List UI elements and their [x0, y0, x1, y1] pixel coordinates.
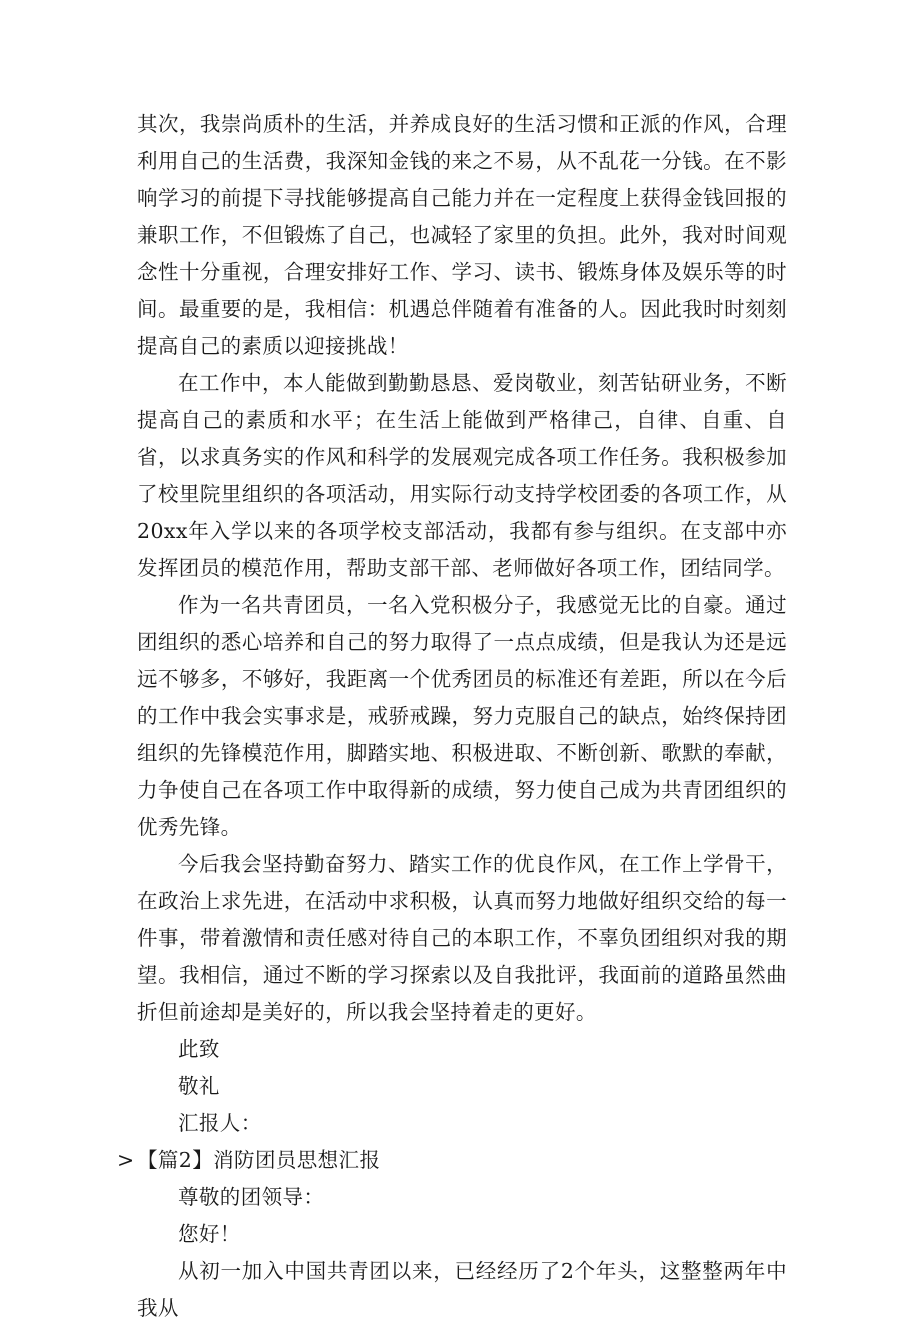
letter-salutation: 尊敬的团领导：	[178, 1185, 325, 1209]
paragraph-lifestyle: 其次，我崇尚质朴的生活，并养成良好的生活习惯和正派的作风，合理利用自己的生活费，我深知金钱的来之不易，从不乱花一分钱。在不影响学习的前提下寻找能够提高自己能力并在一定程度上获得金钱回报的兼职工作，不但锻炼了自己，也减轻了家里的负担。此外，我对时间观念性十分重视，合理安排好工作、学习、读书、锻炼身体及娱乐等的时间。最重要的是，我相信：机遇总伴随着有准备的人。因此我时时刻刻提高自己的素质以迎接挑战！	[137, 112, 787, 358]
document-page	[117, 106, 787, 1327]
paragraph-future: 今后我会坚持勤奋努力、踏实工作的优良作风，在工作上学骨干，在政治上求先进，在活动中求积极，认真而努力地做好组织交给的每一件事，带着激情和责任感对待自己的本职工作，不辜负团组织对我的期望。我相信，通过不断的学习探索以及自我批评，我面前的道路虽然曲折但前途却是美好的，所以我会坚持着走的更好。	[137, 852, 787, 1024]
chevron-right-icon: >	[117, 1148, 135, 1172]
paragraph-work: 在工作中，本人能做到勤勤恳恳、爱岗敬业，刻苦钻研业务，不断提高自己的素质和水平；在生活上能做到严格律己，自律、自重、自省，以求真务实的作风和科学的发展观完成各项工作任务。我积极参加了校里院里组织的各项活动，用实际行动支持学校团委的各项工作，从20xx年入学以来的各项学校支部活动，我都有参与组织。在支部中亦发挥团员的模范作用，帮助支部干部、老师做好各项工作，团结同学。	[137, 371, 787, 580]
letter-greeting: 您好！	[178, 1222, 241, 1246]
section-heading	[117, 1142, 787, 1179]
paragraph-league-member: 作为一名共青团员，一名入党积极分子，我感觉无比的自豪。通过团组织的悉心培养和自己的努力取得了一点点成绩，但是我认为还是远远不够多，不够好，我距离一个优秀团员的标准还有差距，所以在今后的工作中我会实事求是，戒骄戒躁，努力克服自己的缺点，始终保持团组织的先锋模范作用，脚踏实地、积极进取、不断创新、歌默的奉献，力争使自己在各项工作中取得新的成绩，努力使自己成为共青团组织的优秀先锋。	[137, 593, 787, 839]
closing-line-2: 敬礼	[178, 1074, 220, 1098]
reporter-line: 汇报人：	[178, 1111, 262, 1135]
closing-line-1: 此致	[178, 1037, 220, 1061]
section-title: 【篇2】消防团员思想汇报	[137, 1148, 381, 1172]
letter-first-line: 从初一加入中国共青团以来，已经经历了2个年头，这整整两年中我从	[137, 1259, 787, 1320]
